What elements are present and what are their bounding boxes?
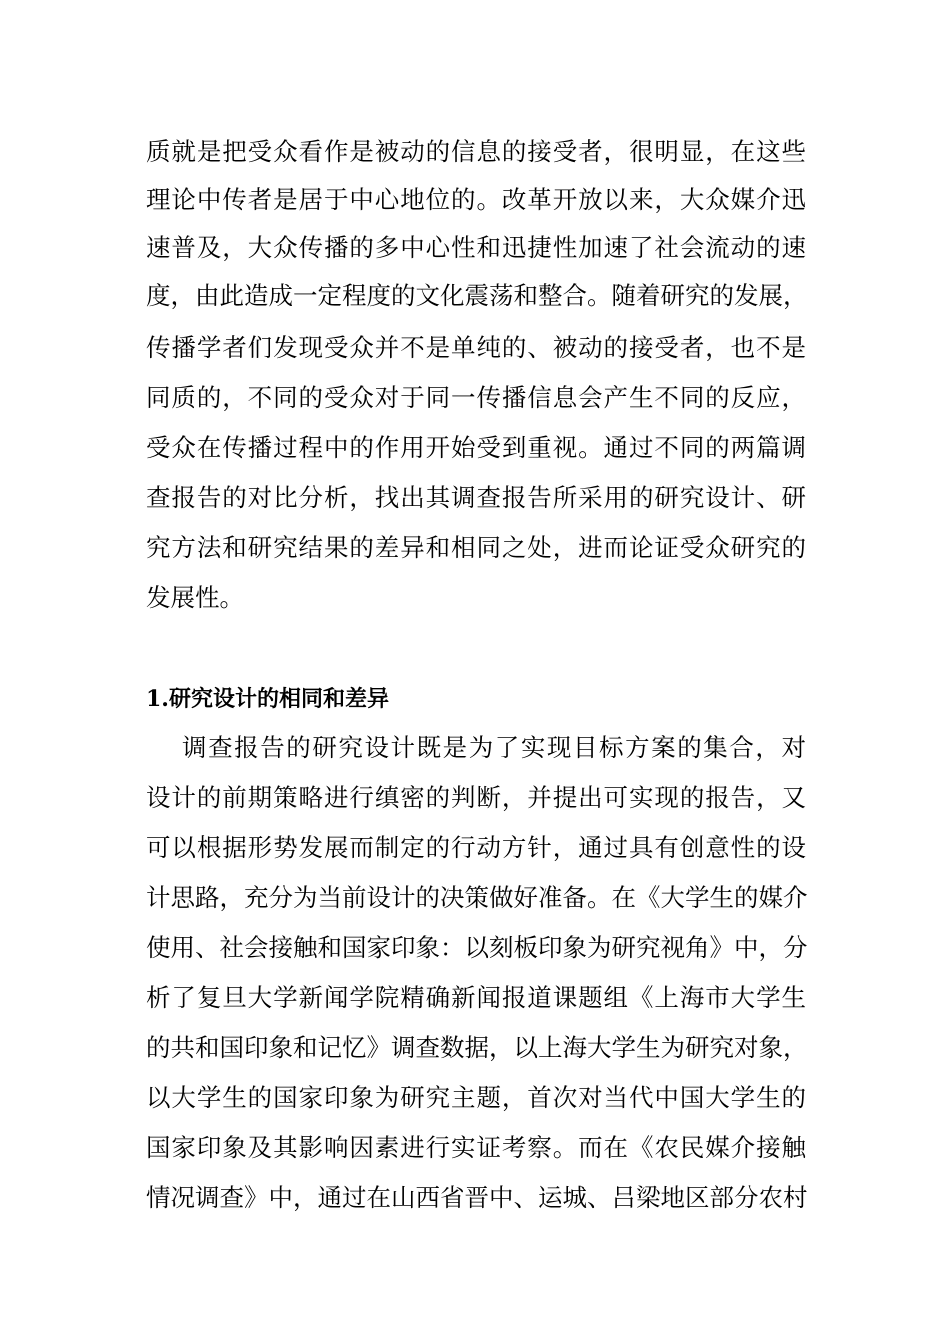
paragraph-line: 计思路，充分为当前设计的决策做好准备。在《大学生的媒介 (146, 883, 808, 912)
paragraph-line: 理论中传者是居于中心地位的。改革开放以来，大众媒介迅 (146, 185, 806, 214)
paragraph-line: 设计的前期策略进行缜密的判断，并提出可实现的报告，又 (146, 783, 806, 812)
paragraph-line: 发展性。 (146, 583, 244, 612)
paragraph-line: 传播学者们发现受众并不是单纯的、被动的接受者，也不是 (146, 333, 806, 362)
paragraph-line: 速普及，大众传播的多中心性和迅捷性加速了社会流动的速 (146, 233, 806, 262)
paragraph-line: 度，由此造成一定程度的文化震荡和整合。随着研究的发展， (146, 281, 808, 310)
paragraph-line: 使用、社会接触和国家印象：以刻板印象为研究视角》中，分 (146, 933, 808, 962)
paragraph-line: 究方法和研究结果的差异和相同之处，进而论证受众研究的 (146, 533, 806, 562)
paragraph-line: 同质的，不同的受众对于同一传播信息会产生不同的反应， (146, 383, 806, 412)
paragraph-line: 情况调查》中，通过在山西省晋中、运城、吕梁地区部分农村 (146, 1183, 808, 1212)
paragraph-line: 国家印象及其影响因素进行实证考察。而在《农民媒介接触 (146, 1133, 806, 1162)
paragraph-line: 以大学生的国家印象为研究主题，首次对当代中国大学生的 (146, 1083, 806, 1112)
paragraph-line: 可以根据形势发展而制定的行动方针，通过具有创意性的设 (146, 833, 806, 862)
paragraph-line: 析了复旦大学新闻学院精确新闻报道课题组《上海市大学生 (146, 983, 806, 1012)
paragraph-line: 调查报告的研究设计既是为了实现目标方案的集合，对 (182, 733, 806, 762)
paragraph-line: 查报告的对比分析，找出其调查报告所采用的研究设计、研 (146, 483, 806, 512)
paragraph-line: 质就是把受众看作是被动的信息的接受者，很明显，在这些 (146, 137, 806, 166)
paragraph-line: 的共和国印象和记忆》调查数据，以上海大学生为研究对象， (146, 1033, 808, 1062)
section-heading: 1.研究设计的相同和差异 (146, 686, 389, 712)
paragraph-line: 受众在传播过程中的作用开始受到重视。通过不同的两篇调 (146, 433, 806, 462)
